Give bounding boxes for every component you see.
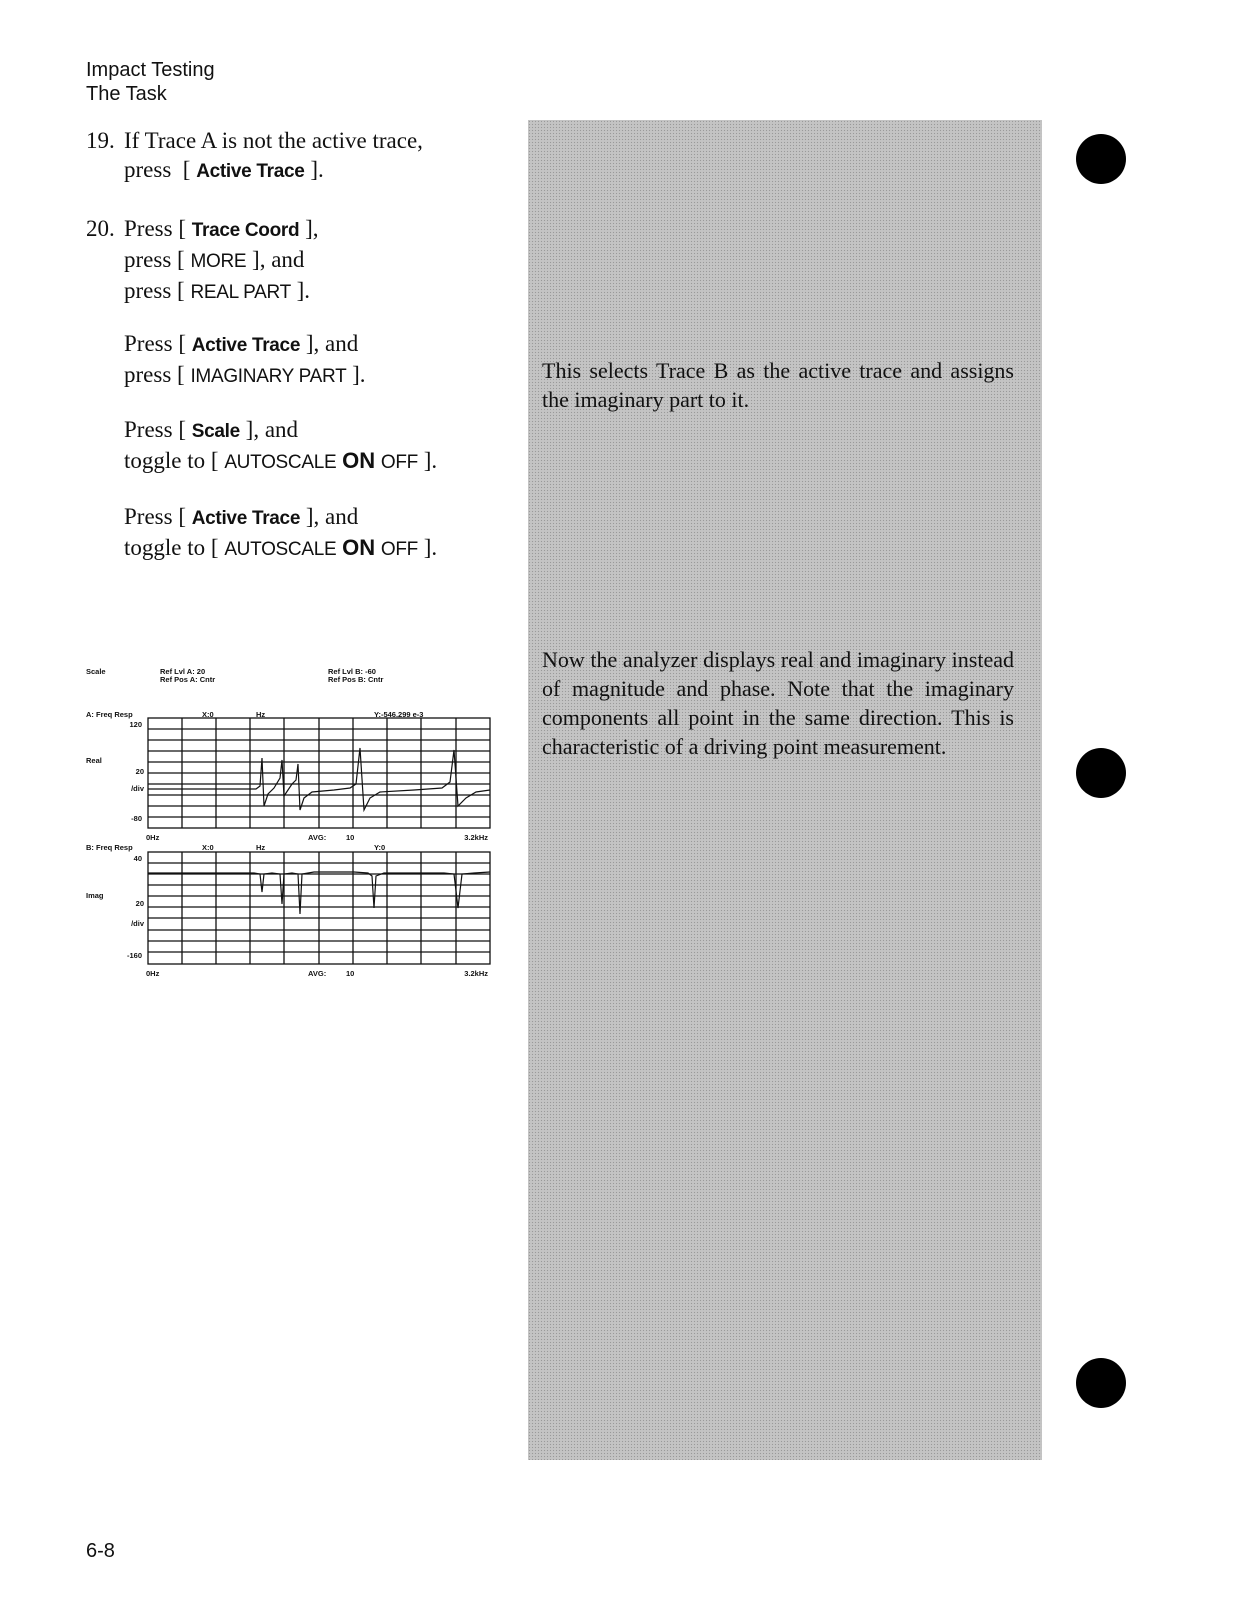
note-trace-b: This selects Trace B as the active trace and assigns the imaginary part to it. xyxy=(542,358,1014,412)
trace-b-axis-label: Imag xyxy=(86,891,104,900)
trace-a-top-value: 120 xyxy=(129,720,142,729)
screen-ref-b-pos: Ref Pos B: Cntr xyxy=(328,675,384,684)
key-active-trace: Active Trace xyxy=(196,161,305,182)
step-text: Press xyxy=(124,331,173,356)
page-number: 6-8 xyxy=(86,1540,115,1562)
header-chapter: Impact Testing xyxy=(86,59,215,81)
key-active-trace: Active Trace xyxy=(191,335,301,356)
step-number: 19. xyxy=(86,128,115,153)
trace-b-x-readout: X:0 xyxy=(202,843,214,852)
trace-a-x-start: 0Hz xyxy=(146,833,160,842)
substep-scale-b: Press [ Active Trace ], and toggle to [ AUTOSCALE ON OFF ]. xyxy=(124,504,438,560)
step-text: , and xyxy=(313,331,359,356)
trace-a-x-unit: Hz xyxy=(256,710,266,719)
trace-b-x-start: 0Hz xyxy=(146,969,160,978)
trace-b-div-unit: /div xyxy=(131,919,144,928)
trace-b-x-unit: Hz xyxy=(256,843,266,852)
note-real-imag: Now the analyzer displays real and imaginary instead of magnitude and phase. Note that the imaginary components all point in the same direction. This is characteristic of a driving point measurement. xyxy=(542,647,1014,759)
trace-a-avg-label: AVG: xyxy=(308,833,327,842)
screen-ref-a-pos: Ref Pos A: Cntr xyxy=(160,675,216,684)
step-text: , and xyxy=(259,247,305,272)
substep-imag: Press [ Active Trace ], and press [ IMAGINARY PART ]. xyxy=(124,331,366,387)
trace-b-avg-value: 10 xyxy=(346,969,355,978)
softkey-autoscale: AUTOSCALE xyxy=(224,539,337,560)
binder-hole xyxy=(1076,134,1126,184)
key-trace-coord: Trace Coord xyxy=(191,220,300,241)
trace-a-x-end: 3.2kHz xyxy=(464,833,488,842)
notes-sidebar xyxy=(528,120,1042,1460)
step-text: Press xyxy=(124,504,173,529)
step-20: 20. Press [ Trace Coord ], press [ MORE ], and press [ REAL PART ]. xyxy=(86,216,319,303)
step-text: , and xyxy=(313,504,359,529)
softkey-on: ON xyxy=(342,448,376,473)
trace-b-avg-label: AVG: xyxy=(308,969,327,978)
header-section: The Task xyxy=(86,83,167,105)
trace-a-avg-value: 10 xyxy=(346,833,355,842)
trace-a-x-readout: X:0 xyxy=(202,710,214,719)
trace-a-y-readout: Y:-546.299 e-3 xyxy=(374,710,424,719)
softkey-on: ON xyxy=(342,535,376,560)
trace-a-bottom-value: -80 xyxy=(131,814,142,823)
step-text: toggle to xyxy=(124,448,206,473)
screen-scale-label: Scale xyxy=(86,667,106,676)
step-19: 19. If Trace A is not the active trace, press [ Active Trace ]. xyxy=(86,128,423,182)
softkey-real-part: REAL PART xyxy=(190,282,291,303)
running-header xyxy=(86,58,215,106)
trace-b-top-value: 40 xyxy=(133,854,142,863)
softkey-imaginary-part: IMAGINARY PART xyxy=(190,366,347,387)
step-text: press xyxy=(124,362,172,387)
trace-a-axis-label: Real xyxy=(86,756,102,765)
screen-ref-a-level: Ref Lvl A: 20 xyxy=(160,667,206,676)
trace-b-bottom-value: -160 xyxy=(126,951,142,960)
substep-scale-a: Press [ Scale ], and toggle to [ AUTOSCALE ON OFF ]. xyxy=(124,417,438,473)
trace-b-y-readout: Y:0 xyxy=(374,843,386,852)
analyzer-screen xyxy=(84,660,504,990)
binder-hole xyxy=(1076,1358,1126,1408)
trace-a-div-unit: /div xyxy=(131,784,144,793)
trace-b-x-end: 3.2kHz xyxy=(464,969,488,978)
key-active-trace: Active Trace xyxy=(191,508,301,529)
trace-a-div-value: 20 xyxy=(135,767,144,776)
trace-b-title: B: Freq Resp xyxy=(86,843,133,852)
step-text: press xyxy=(124,247,172,272)
binder-hole xyxy=(1076,748,1126,798)
step-text: press xyxy=(124,157,172,182)
softkey-off: OFF xyxy=(380,539,418,560)
trace-b-div-value: 20 xyxy=(135,899,144,908)
trace-a-grid xyxy=(148,718,490,828)
step-text: If Trace A is not the active trace, xyxy=(124,128,423,153)
trace-b-grid xyxy=(148,852,490,964)
trace-a-title: A: Freq Resp xyxy=(86,710,133,719)
screen-ref-b-level: Ref Lvl B: -60 xyxy=(328,667,376,676)
softkey-autoscale: AUTOSCALE xyxy=(224,452,337,473)
step-text: , and xyxy=(253,417,299,442)
step-text: toggle to xyxy=(124,535,206,560)
step-text: press xyxy=(124,278,172,303)
softkey-off: OFF xyxy=(380,452,418,473)
step-text: Press xyxy=(124,216,173,241)
step-text: Press xyxy=(124,417,173,442)
step-number: 20. xyxy=(86,216,115,241)
key-scale: Scale xyxy=(191,421,240,442)
softkey-more: MORE xyxy=(190,251,247,272)
